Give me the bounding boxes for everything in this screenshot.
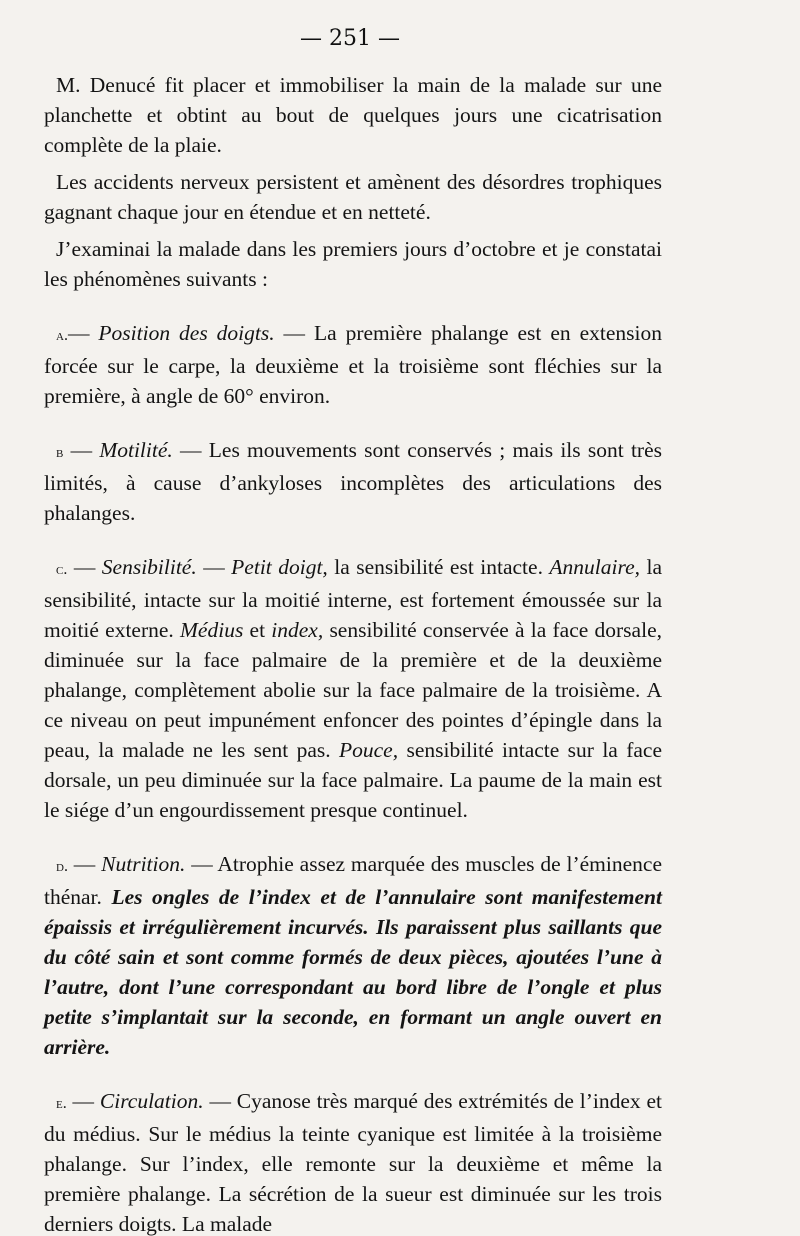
section-title: Circulation. (99, 1089, 204, 1113)
term-medius: Médius (180, 618, 244, 642)
section-text: — Cyanose très marqué des extrémités de l’index et du médius. Sur le médius la teinte cyanique est limitée à la troisième phalange. Sur l’index, elle remonte sur la deuxième et même la première phalange. La sécrétion de la sueur est diminuée sur les trois derniers doigts. La malade (44, 1089, 662, 1236)
section-c (44, 552, 662, 825)
term-annulaire: Annulaire, (549, 555, 640, 579)
section-text: la sensibilité est intacte. (327, 555, 550, 579)
page-number: — 251 — (300, 26, 400, 51)
dash: — (67, 555, 102, 579)
dash: — (67, 321, 99, 345)
section-text: sensibilité conservée à la face dorsale, diminuée sur la face palmaire de la première et de la deuxième phalange, complètement abolie sur la face palmaire de la troisième. A ce niveau on peut impunément enfoncer des pointes d’épingle dans la peau, la malade ne les sent pas. (44, 618, 662, 762)
section-text: sensibilité intacte sur la face dorsale, un peu diminuée sur la face palmaire. La paume de la main est le siége d’un engourdissement presque continuel. (44, 738, 662, 822)
section-marker: d. (56, 858, 68, 875)
section-text: et (243, 618, 272, 642)
section-a (44, 318, 662, 411)
section-b (44, 435, 662, 528)
paragraph: J’examinai la malade dans les premiers jours d’octobre et je constatai les phénomènes suivants : (44, 237, 662, 291)
section-d (44, 849, 662, 1062)
section-text: — Les mouvements sont conservés ; mais ils sont très limités, à cause d’ankyloses incomplètes des articulations des phalanges. (44, 438, 662, 525)
section-title: Position des doigts. (98, 321, 275, 345)
dash: — (67, 852, 102, 876)
section-text: — La première phalange est en extension forcée sur le carpe, la deuxième et la troisième sont fléchies sur la première, à angle de 60° environ. (44, 321, 662, 408)
section-marker: b (56, 444, 64, 461)
paragraph: M. Denucé fit placer et immobiliser la main de la malade sur une planchette et obtint au bout de quelques jours une cicatrisation complète de la plaie. (44, 73, 662, 157)
dash: — (63, 438, 100, 462)
section-text: — Atrophie assez marquée des muscles de l’éminence thénar. (44, 852, 662, 909)
section-marker: e. (56, 1095, 67, 1112)
section-marker: c. (56, 561, 68, 578)
dash: — (66, 1089, 100, 1113)
term-pouce: Pouce, (338, 738, 399, 762)
section-title: Sensibilité. (101, 555, 197, 579)
section-text: la sensibilité, intacte sur la moitié interne, est fortement émoussée sur la moitié externe. (44, 555, 662, 642)
term-petit-doigt: Petit doigt, (231, 555, 328, 579)
paragraph: Les accidents nerveux persistent et amènent des désordres trophiques gagnant chaque jour en étendue et en netteté. (44, 170, 662, 224)
section-marker: a. (56, 327, 68, 344)
section-title: Motilité. (99, 438, 173, 462)
section-title: Nutrition. (101, 852, 186, 876)
section-text: — (196, 555, 232, 579)
body-text (44, 70, 662, 1236)
term-index: index, (271, 618, 324, 642)
section-e (44, 1086, 662, 1236)
section-italic-text: Les ongles de l’index et de l’annulaire sont manifestement épaissis et irrégulièrement incurvés. Ils paraissent plus saillants que du côté sain et sont comme formés de deux pièces, ajoutées l’une à l’autre, dont l’une correspondant au bord libre de l’ongle et plus petite s’implantait sur la seconde, en formant un angle ouvert en arrière. (44, 885, 662, 1059)
